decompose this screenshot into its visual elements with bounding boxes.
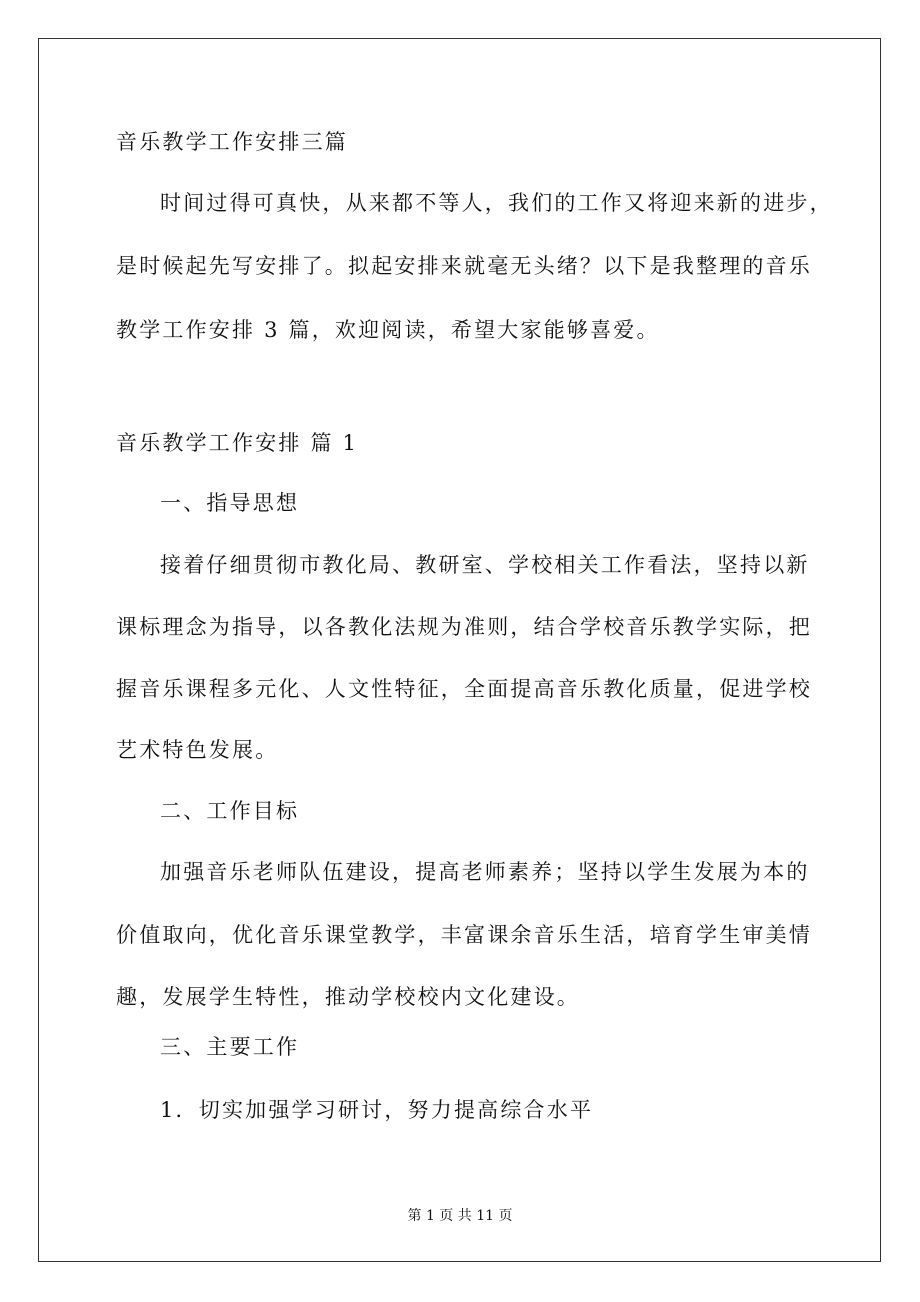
list-item: 1．切实加强学习研讨，努力提高综合水平 bbox=[160, 1098, 594, 1122]
heading-guiding-thought: 一、指导思想 bbox=[160, 491, 300, 515]
paragraph-line: 趣，发展学生特性，推动学校校内文化建设。 bbox=[116, 985, 580, 1009]
page-footer: 第 1 页 共 11 页 bbox=[407, 1208, 513, 1224]
paragraph-line: 接着仔细贯彻市教化局、教研室、学校相关工作看法，坚持以新 bbox=[160, 553, 810, 577]
page-border bbox=[38, 38, 881, 1262]
section-title: 音乐教学工作安排 篇 1 bbox=[116, 431, 359, 455]
heading-work-goals: 二、工作目标 bbox=[160, 799, 300, 823]
paragraph-line: 加强音乐老师队伍建设，提高老师素养；坚持以学生发展为本的 bbox=[160, 860, 810, 884]
paragraph-line: 握音乐课程多元化、人文性特征，全面提高音乐教化质量，促进学校 bbox=[116, 677, 812, 701]
paragraph-line: 艺术特色发展。 bbox=[116, 738, 279, 762]
intro-line: 时间过得可真快，从来都不等人，我们的工作又将迎来新的进步， bbox=[160, 191, 833, 215]
paragraph-line: 课标理念为指导，以各教化法规为准则，结合学校音乐教学实际，把 bbox=[116, 615, 812, 639]
paragraph-line: 价值取向，优化音乐课堂教学，丰富课余音乐生活，培育学生审美情 bbox=[116, 923, 812, 947]
heading-main-work: 三、主要工作 bbox=[160, 1035, 300, 1059]
document-title: 音乐教学工作安排三篇 bbox=[116, 130, 348, 154]
intro-line: 是时候起先写安排了。拟起安排来就毫无头绪？以下是我整理的音乐 bbox=[116, 254, 812, 278]
intro-line: 教学工作安排 3 篇，欢迎阅读，希望大家能够喜爱。 bbox=[116, 318, 660, 342]
